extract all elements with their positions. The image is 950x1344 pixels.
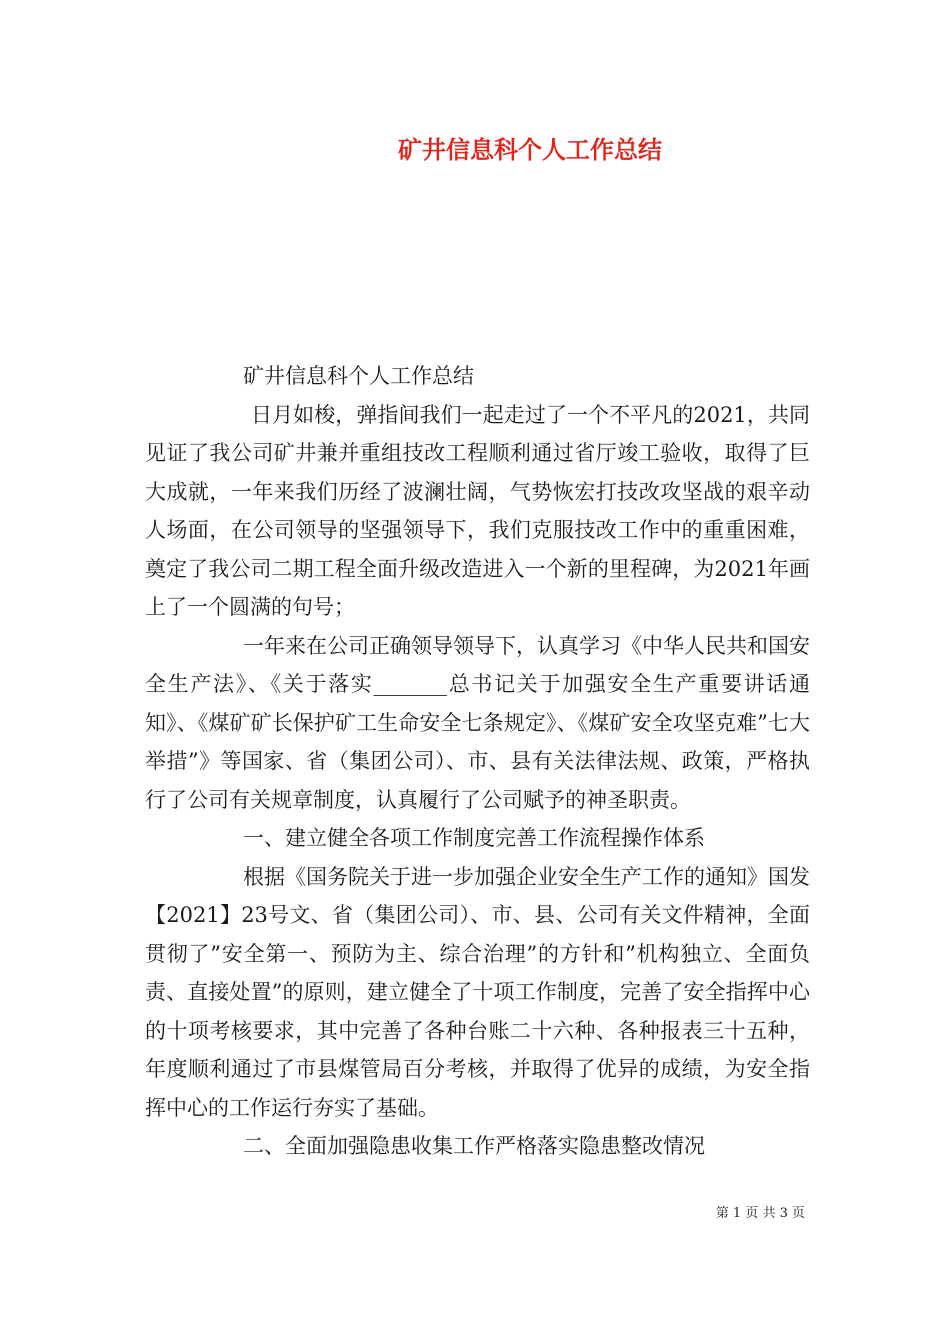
section-heading-2: 二、全面加强隐患收集工作严格落实隐患整改情况 xyxy=(243,1134,705,1158)
paragraph-intro: 日月如梭，弹指间我们一起走过了一个不平凡的2021，共同见证了我公司矿井兼并重组技改工程顺利通过省厅竣工验收，取得了巨大成就，一年来我们历经了波澜壮阔，气势恢宏打技改攻坚战的艰辛动人场面，在公司领导的坚强领导下，我们克服技改工作中的重重困难，奠定了我公司二期工程全面升级改造进入一个新的里程碑，为2021年画上了一个圆满的句号； xyxy=(145,402,810,619)
document-title: 矿井信息科个人工作总结 xyxy=(398,136,662,164)
section-heading-1: 一、建立健全各项工作制度完善工作流程操作体系 xyxy=(243,826,705,850)
page-footer: 第 1 页 共 3 页 xyxy=(715,1206,805,1221)
paragraph-section-1: 根据《国务院关于进一步加强企业安全生产工作的通知》国发【2021】23号文、省（集团公司）、市、县、公司有关文件精神，全面贯彻了”安全第一、预防为主、综合治理”的方针和”机构独立、全面负责、直接处置”的原则，建立健全了十项工作制度，完善了安全指挥中心的十项考核要求，其中完善了各种台账二十六种、各种报表三十五种，年度顺利通过了市县煤管局百分考核，并取得了优异的成绩，为安全指挥中心的工作运行夯实了基础。 xyxy=(145,864,810,1120)
body-heading: 矿井信息科个人工作总结 xyxy=(243,364,474,388)
paragraph-study: 一年来在公司正确领导领导下，认真学习《中华人民共和国安全生产法》、《关于落实_______总书记关于加强安全生产重要讲话通知》、《煤矿矿长保护矿工生命安全七条规定》、《煤矿安全攻坚克难”七大举措”》等国家、省（集团公司）、市、县有关法律法规、政策，严格执行了公司有关规章制度，认真履行了公司赋予的神圣职责。 xyxy=(145,633,810,812)
document-body xyxy=(145,357,810,1166)
